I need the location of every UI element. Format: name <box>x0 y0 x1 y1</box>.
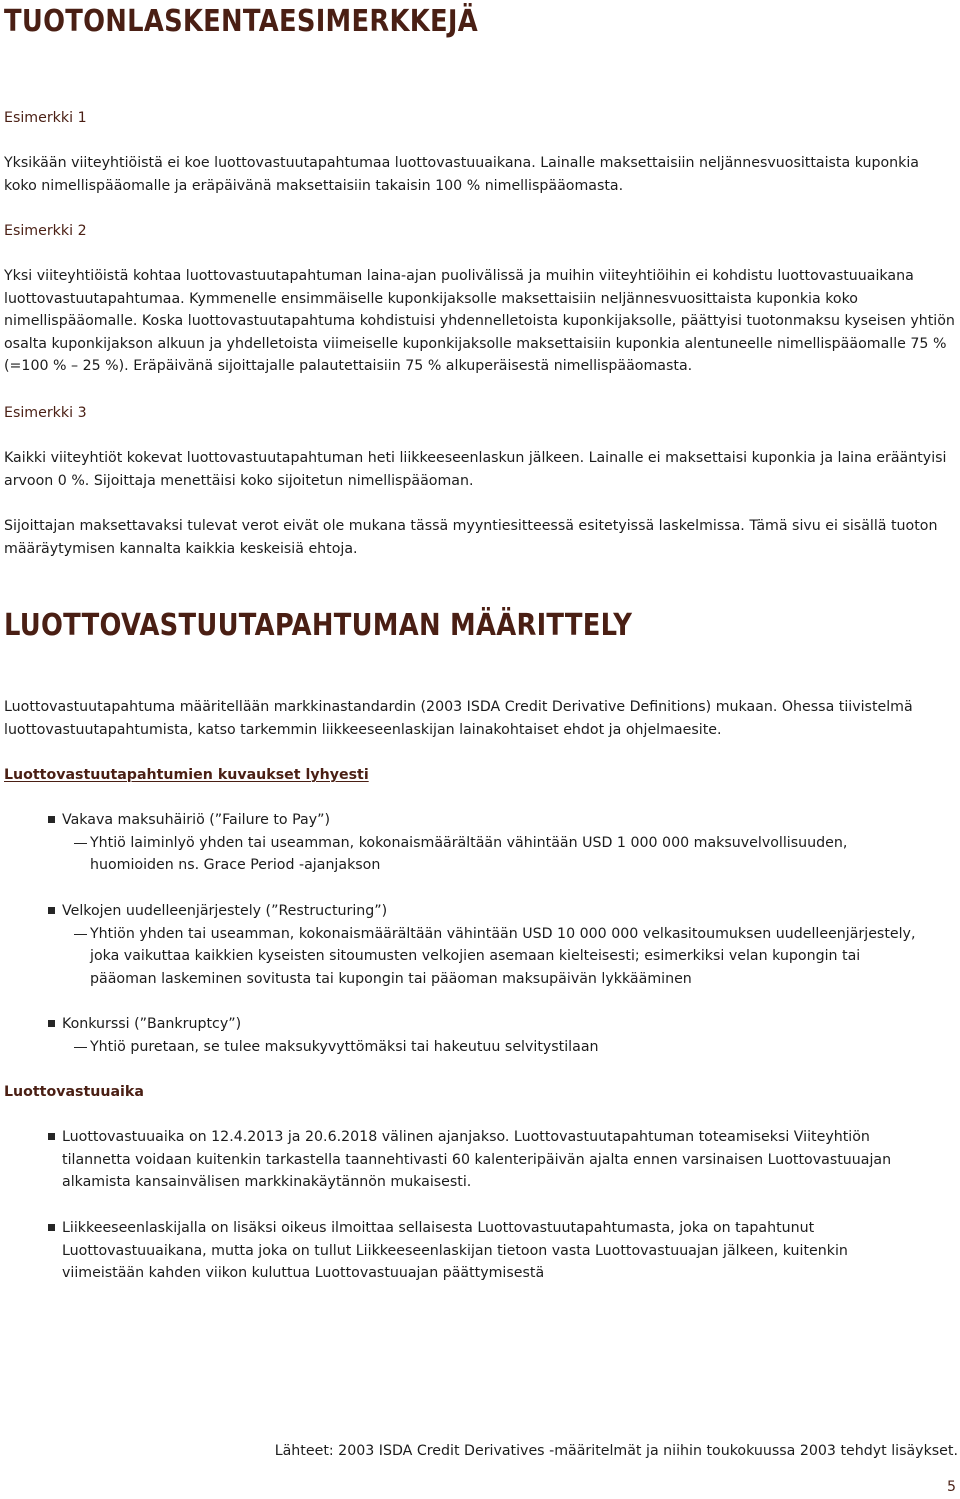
square-bullet-icon <box>48 816 55 823</box>
list-item <box>62 900 930 990</box>
square-bullet-icon <box>48 1020 55 1027</box>
example-3-label: Esimerkki 3 <box>4 405 87 421</box>
paragraph: Sijoittajan maksettavaksi tulevat verot eivät ole mukana tässä myyntiesitteessä esitetyissä laskelmissa. Tämä sivu ei sisällä tuoton määräytymisen kannalta kaikkia keskeisiä ehtoja. <box>4 518 938 557</box>
square-bullet-icon <box>48 907 55 914</box>
square-bullet-icon <box>48 1224 55 1231</box>
event-detail-text: Yhtiö laiminlyö yhden tai useamman, kokonaismäärältään vähintään USD 1 000 000 maksuvelvollisuuden, huomioiden ns. Grace Period -ajanjakson <box>90 834 848 874</box>
list-item <box>62 809 930 877</box>
period-list-2 <box>62 1217 930 1285</box>
example-1-text <box>4 152 956 197</box>
dash-icon <box>74 1047 87 1048</box>
event-detail-text: Yhtiö puretaan, se tulee maksukyvyttömäksi tai hakeutuu selvitystilaan <box>90 1038 599 1055</box>
event-title: Konkurssi (”Bankruptcy”) <box>62 1016 242 1032</box>
paragraph: Yksi viiteyhtiöistä kohtaa luottovastuutapahtuman laina-ajan puolivälissä ja muihin viiteyhtiöihin ei kohdistu luottovastuuaikana luottovastuutapahtumaa. Kymmenelle ensimmäiselle kuponkijaksolle maksettaisiin neljännesvuosittaista kuponkia koko nimellispääomalle. Koska luottovastuutapahtuma kohdistuisi yhdennelletoista kuponkijaksolle, päättyisi tuotonmaksu kyseisen yhtiön osalta kuponkijakson alkuun ja yhdelletoista viimeiselle kuponkijaksolle maksettaisiin kuponkia alentuneelle nimellispääomalle 75 % (=100 % – 25 %). Eräpäivänä sijoittajalle palautettaisiin 75 % alkuperäisestä nimellispääomasta. <box>4 268 955 375</box>
paragraph: Kaikki viiteyhtiöt kokevat luottovastuutapahtuman heti liikkeeseenlaskun jälkeen. Lainalle ei maksettaisi kuponkia ja laina erääntyisi arvoon 0 %. Sijoittaja menettäisi koko sijoitetun nimellispääoman. <box>4 450 947 489</box>
list-item <box>62 1013 930 1058</box>
event-detail <box>62 832 930 877</box>
event-list-3 <box>62 1013 930 1058</box>
section-title-examples: TUOTONLASKENTAESIMERKKEJÄ <box>4 4 478 39</box>
sources-footnote: Lähteet: 2003 ISDA Credit Derivatives -määritelmät ja niihin toukokuussa 2003 tehdyt lisäykset. <box>274 1443 958 1459</box>
paragraph: Luottovastuutapahtuma määritellään markkinastandardin (2003 ISDA Credit Derivative Definitions) mukaan. Ohessa tiivistelmä luottovastuutapahtumista, katso tarkemmin liikkeeseenlaskijan lainakohtaiset ehdot ja ohjelmaesite. <box>4 699 913 738</box>
event-title: Vakava maksuhäiriö (”Failure to Pay”) <box>62 812 330 828</box>
example-1-label: Esimerkki 1 <box>4 110 87 126</box>
page-number: 5 <box>946 1479 956 1495</box>
period-item-text: Luottovastuuaika on 12.4.2013 ja 20.6.2018 välinen ajanjakso. Luottovastuutapahtuman toteamiseksi Viiteyhtiön tilannetta voidaan kuitenkin tarkastella taannehtivasti 60 kalenteripäivän ajalta ennen varsinaisen Luottovastuuajan alkamista kansainvälisen markkinakäytännön mukaisesti. <box>62 1129 892 1191</box>
tax-disclaimer <box>4 515 956 560</box>
period-item-text: Liikkeeseenlaskijalla on lisäksi oikeus ilmoittaa sellaisesta Luottovastuutapahtumasta, joka on tapahtunut Luottovastuuaikana, mutta joka on tullut Liikkeeseenlaskijan tietoon vasta Luottovastuuajan jälkeen, kuitenkin viimeistään kahden viikon kuluttua Luottovastuuajan päättymisestä <box>62 1220 848 1282</box>
period-list-1 <box>62 1126 930 1194</box>
event-title: Velkojen uudelleenjärjestely (”Restructuring”) <box>62 903 388 919</box>
event-detail <box>62 923 930 991</box>
event-detail-text: Yhtiön yhden tai useamman, kokonaismäärältään vähintään USD 10 000 000 velkasitoumuksen uudelleenjärjestely, joka vaikuttaa kaikkien kyseisten sitoumusten velkojien asemaan kielteisesti; esimerkiksi velan kupongin tai pääoman laskeminen sovitusta tai kupongin tai pääoman maksupäivän lykkääminen <box>90 925 916 987</box>
period-heading: Luottovastuuaika <box>4 1084 144 1100</box>
paragraph: Yksikään viiteyhtiöistä ei koe luottovastuutapahtumaa luottovastuuaikana. Lainalle maksettaisiin neljännesvuosittaista kuponkia koko nimellispääomalle ja eräpäivänä maksettaisiin takaisin 100 % nimellispääomasta. <box>4 155 920 194</box>
square-bullet-icon <box>48 1133 55 1140</box>
credit-event-intro <box>4 696 956 741</box>
example-2-label: Esimerkki 2 <box>4 223 87 239</box>
event-detail <box>62 1036 930 1059</box>
list-item <box>62 1126 930 1194</box>
example-3-text <box>4 447 956 492</box>
list-item <box>62 1217 930 1285</box>
event-list-2 <box>62 900 930 990</box>
section-title-credit-event: LUOTTOVASTUUTAPAHTUMAN MÄÄRITTELY <box>4 608 633 643</box>
events-heading: Luottovastuutapahtumien kuvaukset lyhyesti <box>4 767 369 783</box>
event-list-1 <box>62 809 930 877</box>
dash-icon <box>74 843 87 844</box>
example-2-text <box>4 265 956 378</box>
dash-icon <box>74 934 87 935</box>
